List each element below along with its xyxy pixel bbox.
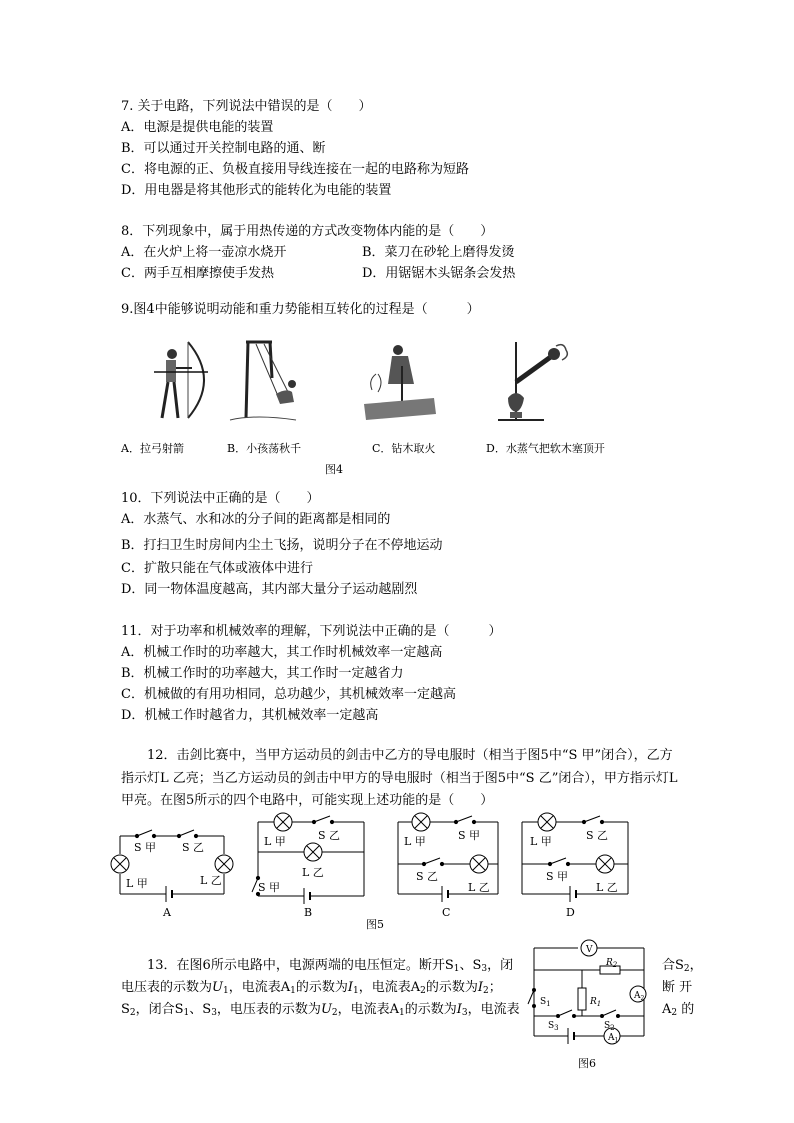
q7-stem: 7. 关于电路，下列说法中错误的是（ ）	[121, 99, 372, 114]
fig6-s2-label: $S_2$	[604, 1021, 615, 1032]
q13-line1-right: 合$S_2$，	[662, 958, 703, 974]
q13-line2-right: 断 开	[662, 980, 693, 995]
q11-option-b: B．机械工作时的功率越大，其工作时一定越省力	[121, 666, 404, 681]
fig4-label: 图4	[325, 463, 343, 476]
circuit-c-s-jia-label: S 甲	[458, 829, 481, 842]
circuit-c-s-yi-label: S 乙	[416, 870, 439, 883]
fig6-voltmeter-label: V	[586, 945, 593, 955]
archer-illustration	[148, 338, 218, 422]
q10-option-c: C．扩散只能在气体或液体中进行	[121, 561, 313, 576]
q11-option-a: A．机械工作时的功率越大，其工作时机械效率一定越高	[121, 645, 443, 660]
q7-option-b: B．可以通过开关控制电路的通、断	[121, 141, 326, 156]
circuit-b-l-yi-label: L 乙	[302, 866, 324, 879]
fig6-a2-label: $A_2$	[634, 991, 645, 1002]
q10-stem: 10．下列说法中正确的是（ ）	[121, 491, 320, 506]
q12-line1: 12．击剑比赛中，当甲方运动员的剑击中乙方的导电服时（相当于图5中“S 甲”闭合），乙方	[147, 748, 673, 763]
fig6-r2-label: $R_2$	[606, 958, 618, 969]
circuit-c-l-jia-label: L 甲	[404, 835, 426, 848]
q8-stem: 8．下列现象中，属于用热传递的方式改变物体内能的是（ ）	[121, 224, 494, 239]
drill-fire-illustration	[358, 338, 438, 422]
q13-line2: 电压表的示数为$U_1$，电流表$A_1$的示数为$I_1$，电流表$A_2$的示数为$I_2$；	[121, 980, 502, 996]
circuit-d-l-yi-label: L 乙	[596, 881, 618, 894]
circuit-c-l-yi-label: L 乙	[468, 881, 490, 894]
q9-stem: 9.图4中能够说明动能和重力势能相互转化的过程是（ ）	[121, 302, 480, 317]
q11-stem: 11．对于功率和机械效率的理解，下列说法中正确的是（ ）	[121, 624, 502, 639]
circuit-d	[518, 812, 634, 924]
fig4-caption-d: D．水蒸气把软木塞顶开	[486, 442, 605, 455]
circuit-b-l-jia-label: L 甲	[264, 835, 286, 848]
circuit-a-s-yi-label: S 乙	[182, 841, 205, 854]
circuit-a-letter: A	[163, 906, 171, 919]
circuit-b-s-yi-label: S 乙	[318, 829, 341, 842]
circuit-a-s-jia-label: S 甲	[134, 841, 157, 854]
q13-line1: 13．在图6所示电路中，电源两端的电压恒定。断开$S_1$、$S_3$，闭	[147, 958, 514, 974]
swing-illustration	[226, 338, 298, 422]
q11-option-c: C．机械做的有用功相同，总功越少，其机械效率一定越高	[121, 687, 456, 702]
circuit-d-l-jia-label: L 甲	[530, 835, 552, 848]
fig5-label: 图5	[366, 918, 384, 931]
q10-option-d: D．同一物体温度越高，其内部大量分子运动越剧烈	[121, 582, 418, 597]
q7-option-d: D．用电器是将其他形式的能转化为电能的装置	[121, 183, 392, 198]
q12-line2: 指示灯L 乙亮；当乙方运动员的剑击中甲方的导电服时（相当于图5中“S 乙”闭合），甲方指示灯L	[121, 771, 678, 786]
fig6-s1-label: $S_1$	[540, 997, 551, 1008]
circuit-c	[394, 812, 504, 924]
q7-option-a: A．电源是提供电能的装置	[121, 120, 274, 135]
fig6-r1-label: $R_1$	[590, 997, 602, 1008]
circuit-a	[100, 824, 240, 924]
q11-option-d: D．机械工作时越省力，其机械效率一定越高	[121, 708, 379, 723]
q13-line3-right: $A_2$ 的	[662, 1002, 695, 1018]
q8-option-d: D．用锯锯木头锯条会发热	[362, 266, 516, 281]
circuit-a-l-yi-label: L 乙	[200, 874, 222, 887]
circuit-d-letter: D	[566, 906, 575, 919]
fig6-circuit	[526, 936, 656, 1054]
circuit-d-s-yi-label: S 乙	[586, 829, 609, 842]
circuit-d-s-jia-label: S 甲	[546, 870, 569, 883]
fig4-caption-a: A．拉弓射箭	[121, 442, 184, 455]
fig4-caption-b: B．小孩荡秋千	[227, 442, 302, 455]
fig6-label: 图6	[578, 1057, 596, 1070]
q8-option-a: A．在火炉上将一壶凉水烧开	[121, 245, 287, 260]
fig6-s3-label: $S_3$	[548, 1021, 559, 1032]
circuit-b	[252, 812, 370, 924]
fig6-a1-label: $A_1$	[608, 1033, 619, 1044]
circuit-c-letter: C	[442, 906, 451, 919]
fig4-caption-c: C．钻木取火	[372, 442, 436, 455]
q12-line3: 甲亮。在图5所示的四个电路中，可能实现上述功能的是（ ）	[121, 793, 494, 808]
q10-option-b: B．打扫卫生时房间内尘土飞扬，说明分子在不停地运动	[121, 538, 443, 553]
q7-option-c: C．将电源的正、负极直接用导线连接在一起的电路称为短路	[121, 162, 469, 177]
q8-option-b: B．菜刀在砂轮上磨得发烫	[362, 245, 515, 260]
circuit-b-s-jia-label: S 甲	[258, 881, 281, 894]
circuit-b-letter: B	[304, 906, 313, 919]
q10-option-a: A．水蒸气、水和冰的分子间的距离都是相同的	[121, 512, 391, 527]
q8-option-c: C．两手互相摩擦使手发热	[121, 266, 274, 281]
circuit-a-l-jia-label: L 甲	[126, 877, 148, 890]
steam-cork-illustration	[488, 338, 570, 422]
q13-line3: $S_2$，闭合$S_1$、$S_3$，电压表的示数为$U_2$，电流表$A_1$的示数为$I_3$，电流表	[121, 1002, 520, 1018]
